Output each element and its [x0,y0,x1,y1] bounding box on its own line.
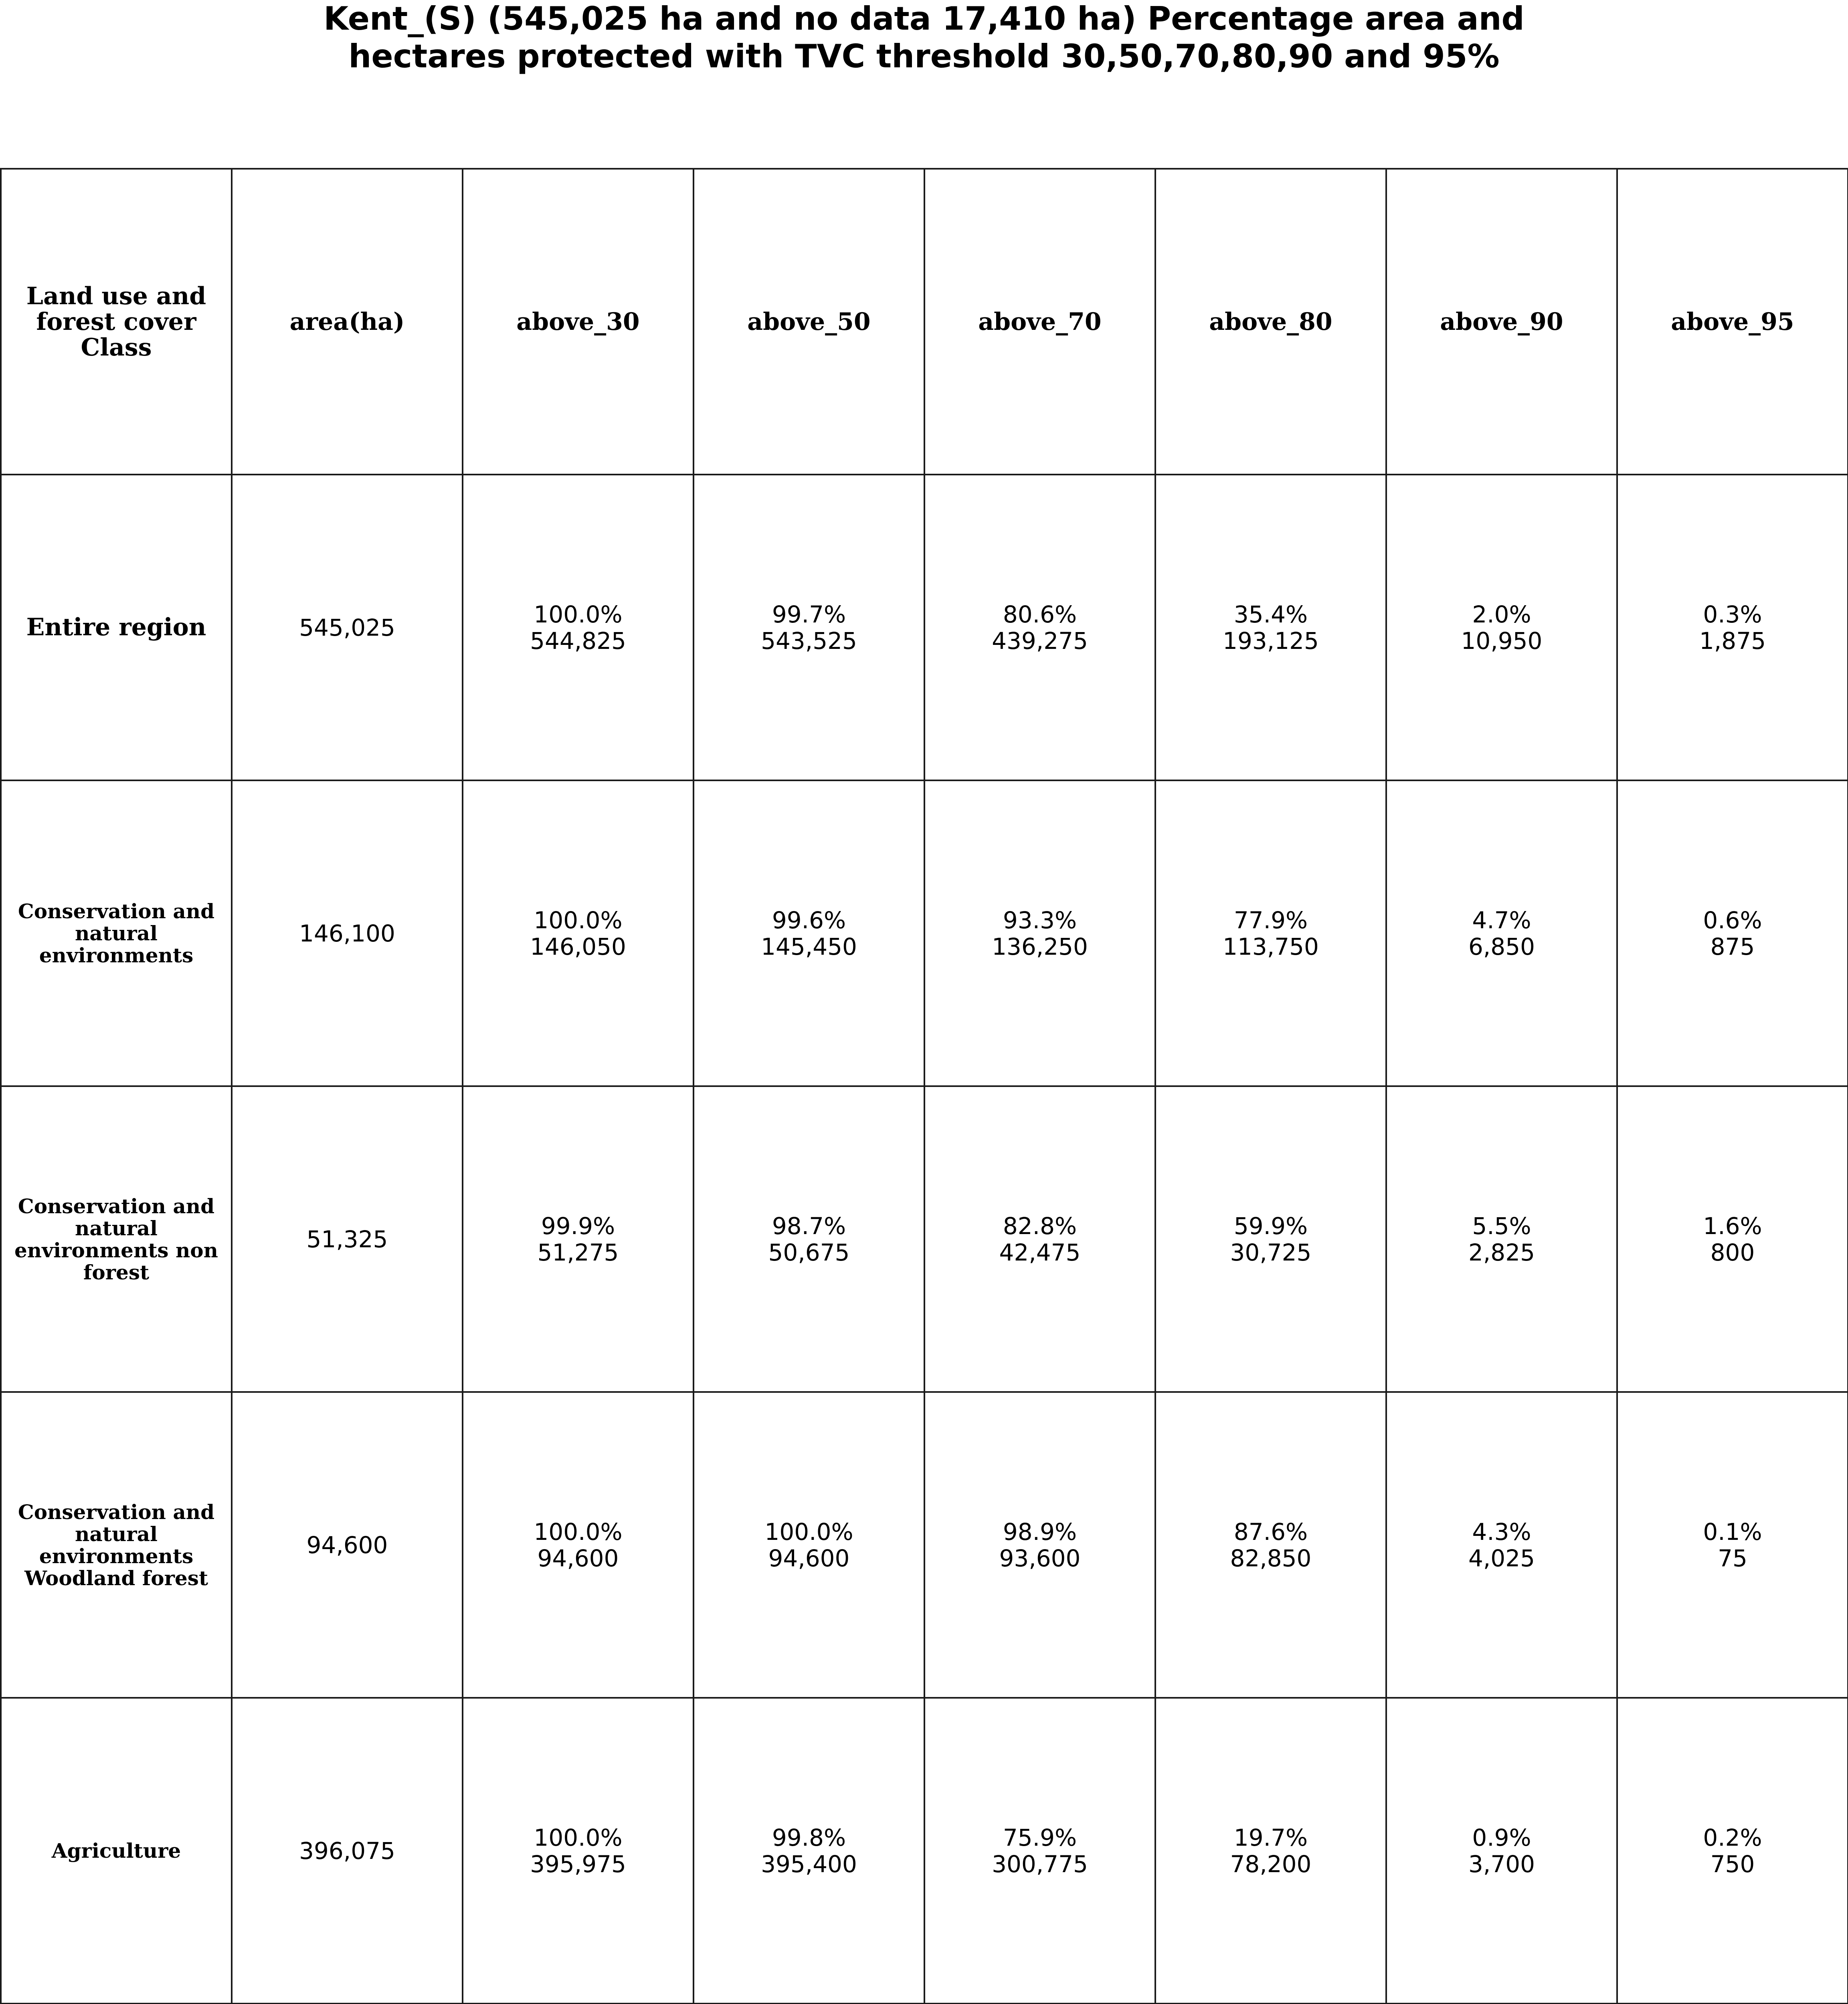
table-row [1,780,1848,1086]
pct-value: 4.3% [1472,1518,1531,1545]
ha-value: 6,850 [1468,933,1535,960]
value-cell [924,475,1155,780]
value-cell [1155,780,1386,1086]
ha-value: 543,525 [761,627,857,655]
ha-value: 439,275 [992,627,1088,655]
title-line-1: Kent_(S) (545,025 ha and no data 17,410 ha) Percentage area and [324,0,1524,37]
pct-value: 100.0% [764,1518,853,1545]
table-row [1,1392,1848,1698]
ha-value: 544,825 [530,627,626,655]
value-cell [1617,1698,1848,2004]
pct-value: 59.9% [1233,1212,1308,1240]
ha-value: 30,725 [1230,1238,1312,1266]
area-cell: 94,600 [232,1392,463,1698]
ha-value: 800 [1710,1238,1755,1266]
pct-value: 2.0% [1472,600,1531,628]
ha-value: 42,475 [999,1238,1081,1266]
header-above-90: above_90 [1386,169,1617,475]
row-label: Agriculture [1,1698,232,2004]
header-above-95: above_95 [1617,169,1848,475]
table-row [1,475,1848,780]
value-cell [924,1698,1155,2004]
pct-value: 99.8% [772,1824,846,1851]
pct-value: 99.6% [772,906,846,934]
pct-value: 98.7% [772,1212,846,1240]
ha-value: 3,700 [1468,1850,1535,1878]
value-cell [694,1392,924,1698]
ha-value: 395,975 [530,1850,626,1878]
value-cell [1617,780,1848,1086]
page-title [0,0,1848,75]
ha-value: 875 [1710,933,1755,960]
header-class: Land use and forest cover Class [1,169,232,475]
value-cell [1617,475,1848,780]
header-above-70: above_70 [924,169,1155,475]
pct-value: 93.3% [1003,906,1077,934]
header-above-30: above_30 [463,169,694,475]
area-cell: 51,325 [232,1086,463,1392]
row-label: Conservation and natural environments non forest [1,1086,232,1392]
ha-value: 395,400 [761,1850,857,1878]
pct-value: 75.9% [1003,1824,1077,1851]
ha-value: 75 [1718,1544,1747,1572]
title-line-2: hectares protected with TVC threshold 30,50,70,80,90 and 95% [348,38,1500,75]
pct-value: 100.0% [534,1518,623,1545]
ha-value: 145,450 [761,933,857,960]
value-cell [694,1698,924,2004]
pct-value: 100.0% [534,906,623,934]
pct-value: 98.9% [1003,1518,1077,1545]
header-row [1,169,1848,475]
row-label: Entire region [1,475,232,780]
value-cell [924,1392,1155,1698]
pct-value: 0.2% [1703,1824,1762,1851]
table-row [1,1698,1848,2004]
pct-value: 4.7% [1472,906,1531,934]
value-cell [1386,1086,1617,1392]
pct-value: 100.0% [534,600,623,628]
pct-value: 99.7% [772,600,846,628]
value-cell [1155,1698,1386,2004]
value-cell [694,780,924,1086]
pct-value: 0.9% [1472,1824,1531,1851]
ha-value: 300,775 [992,1850,1088,1878]
pct-value: 0.1% [1703,1518,1762,1545]
header-above-50: above_50 [694,169,924,475]
ha-value: 113,750 [1223,933,1319,960]
pct-value: 1.6% [1703,1212,1762,1240]
header-area: area(ha) [232,169,463,475]
ha-value: 4,025 [1468,1544,1535,1572]
value-cell [1617,1086,1848,1392]
value-cell [694,1086,924,1392]
value-cell [463,1392,694,1698]
ha-value: 136,250 [992,933,1088,960]
row-label: Conservation and natural environments Woodland forest [1,1392,232,1698]
pct-value: 100.0% [534,1824,623,1851]
value-cell [1386,1392,1617,1698]
value-cell [1155,1086,1386,1392]
table-row [1,1086,1848,1392]
ha-value: 93,600 [999,1544,1081,1572]
ha-value: 193,125 [1223,627,1319,655]
value-cell [463,475,694,780]
pct-value: 0.3% [1703,600,1762,628]
ha-value: 50,675 [768,1238,850,1266]
value-cell [924,780,1155,1086]
ha-value: 94,600 [537,1544,619,1572]
pct-value: 19.7% [1233,1824,1308,1851]
ha-value: 750 [1710,1850,1755,1878]
value-cell [1386,780,1617,1086]
value-cell [463,1698,694,2004]
area-cell: 146,100 [232,780,463,1086]
row-label: Conservation and natural environments [1,780,232,1086]
value-cell [463,1086,694,1392]
pct-value: 87.6% [1233,1518,1308,1545]
area-cell: 396,075 [232,1698,463,2004]
pct-value: 80.6% [1003,600,1077,628]
pct-value: 82.8% [1003,1212,1077,1240]
pct-value: 35.4% [1233,600,1308,628]
value-cell [1386,1698,1617,2004]
pct-value: 5.5% [1472,1212,1531,1240]
pct-value: 99.9% [541,1212,615,1240]
pct-value: 0.6% [1703,906,1762,934]
protection-table [0,168,1848,2004]
value-cell [694,475,924,780]
value-cell [463,780,694,1086]
ha-value: 94,600 [768,1544,850,1572]
ha-value: 82,850 [1230,1544,1312,1572]
value-cell [1386,475,1617,780]
value-cell [1617,1392,1848,1698]
value-cell [924,1086,1155,1392]
ha-value: 78,200 [1230,1850,1312,1878]
area-cell: 545,025 [232,475,463,780]
ha-value: 146,050 [530,933,626,960]
ha-value: 51,275 [537,1238,619,1266]
pct-value: 77.9% [1233,906,1308,934]
ha-value: 1,875 [1699,627,1766,655]
header-above-80: above_80 [1155,169,1386,475]
ha-value: 10,950 [1461,627,1543,655]
value-cell [1155,1392,1386,1698]
value-cell [1155,475,1386,780]
ha-value: 2,825 [1468,1238,1535,1266]
